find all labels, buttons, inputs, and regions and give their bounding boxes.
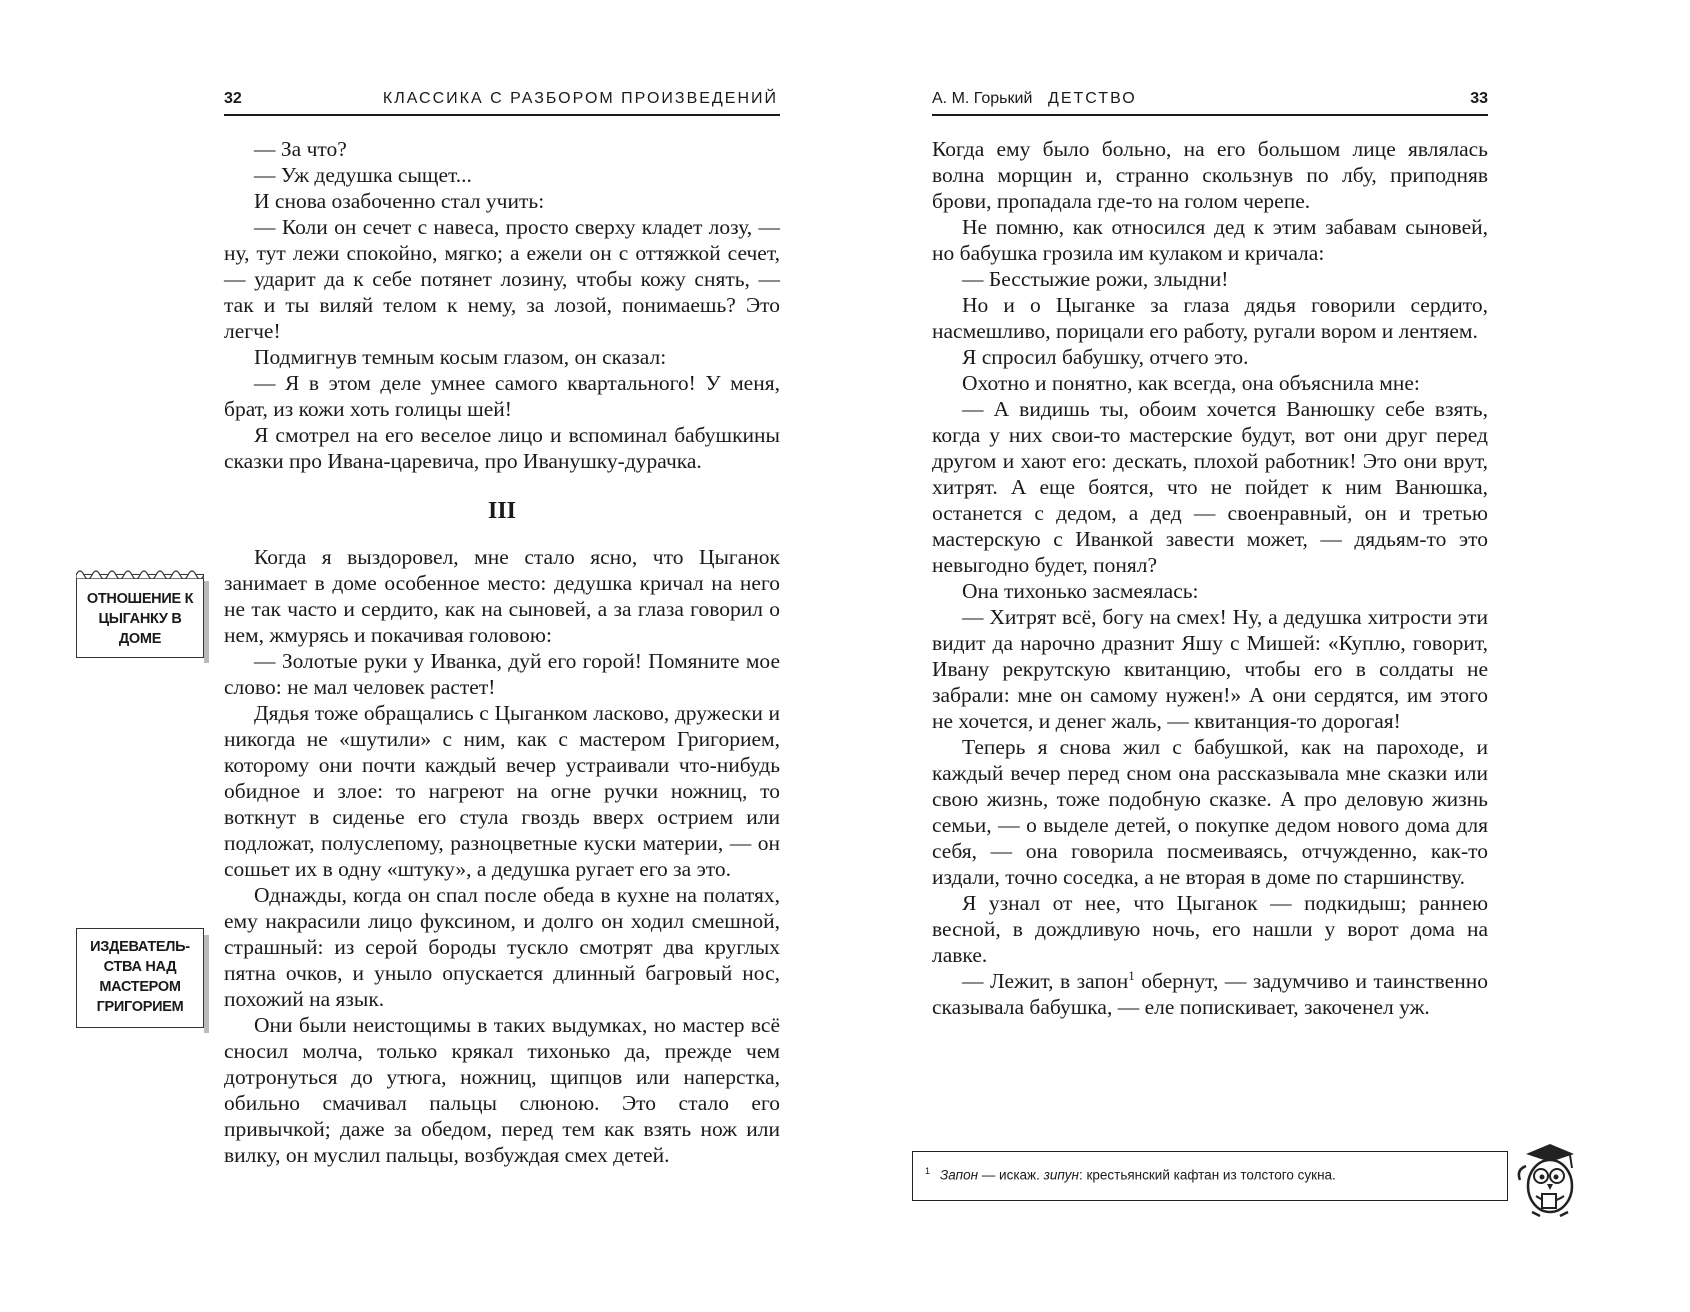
paragraph: — Хитрят всё, богу на смех! Ну, а дедушка хитрости эти видит да нарочно дразнит Яшу с Мишей: «Куплю, говорит, Ивану рекрутскую квитанцию, чтобы его в солдаты не забрали: мне он самому нужен!» А они сердятся, им этого не хочется, и денег жаль, — квитанция-то дорогая! [932,605,1488,733]
paragraph: И снова озабоченно стал учить: [254,189,545,213]
torn-edge-decoration [76,567,204,579]
left-running-head [224,88,780,116]
paragraph: Подмигнув темным косым глазом, он сказал: [254,345,667,369]
paragraph: Но и о Цыганке за глаза дядья говорили сердито, насмешливо, порицали его работу, ругали вором и лентяем. [932,293,1488,343]
paragraph: Когда ему было больно, на его большом лице являлась волна морщин и, странно скользнув по лбу, приподняв брови, пропадала где-то на голом черепе. [932,137,1488,213]
paragraph-with-footnote [932,968,1488,1020]
footnote-variant: зипун [1043,1167,1079,1183]
sidenote-mockery [76,928,204,1028]
paragraph: — Золотые руки у Иванка, дуй его горой! Помяните мое слово: не мал человек растет! [224,649,780,699]
text-segment: — Лежит, в запон [962,969,1129,993]
paragraph: — Коли он сечет с навеса, просто сверху кладет лозу, — ну, тут лежи спокойно, мягко; а ежели он с оттяжкой сечет, — ударит да к себе потянет лозину, чтобы кожу снять, — так и ты виляй телом к нему, за лозой, понимаешь? Это легче! [224,215,780,343]
right-running-head [932,88,1488,116]
paragraph: Дядья тоже обращались с Цыганком ласково, дружески и никогда не «шутили» с ним, как с мастером Григорием, которому они почти каждый вечер устраивали что-нибудь обидное и злое: то нагреют на огне ручки ножниц, то воткнут в сиденье его стула гвоздь вверх острием или подложат, полуслепому, разноцветные куски материи, — он сошьет их в одну «штуку», а дедушка ругает его за это. [224,701,780,881]
sidenote-shadow [204,935,209,1033]
owl-mascot-icon [1512,1140,1584,1218]
paragraph: Когда я выздоровел, мне стало ясно, что Цыганок занимает в доме особенное место: дедушка кричал на него не так часто и сердито, как на сыновей, а за глаза говорил о нем, жмурясь и покачивая головою: [224,545,780,647]
paragraph: Они были неистощимы в таких выдумках, но мастер всё сносил молча, только крякал тихонько да, прежде чем дотронуться до утюга, ножниц, щипцов или наперстка, обильно смачивал пальцы слюною. Это стало его привычкой; даже за обедом, перед тем как взять нож или вилку, он муслил пальцы, возбуждая смех детей. [224,1013,780,1167]
paragraph: — Я в этом деле умнее самого квартального! У меня, брат, из кожи хоть голицы шей! [224,371,780,421]
paragraph: — За что? [254,137,347,161]
footnote-dash: — искаж. [978,1167,1044,1183]
paragraph: Охотно и понятно, как всегда, она объяснила мне: [962,371,1420,395]
page-number-right: 33 [1470,90,1488,107]
paragraph: Я спросил бабушку, отчего это. [962,345,1249,369]
paragraph: — Бесстыжие рожи, злыдни! [962,267,1229,291]
chapter-heading: III [487,498,517,524]
paragraph: Не помню, как относился дед к этим забавам сыновей, но бабушка грозила им кулаком и кричала: [932,215,1488,265]
paragraph: Однажды, когда он спал после обеда в кухне на полатях, ему накрасили лицо фуксином, и долго он ходил смешной, страшный: из серой бороды тускло смотрят два круглых пятна очков, и уныло опускается длинный багровый нос, похожий на язык. [224,883,780,1011]
sidenote-label: ОТНОШЕНИЕ К ЦЫГАНКУ В ДОМЕ [86,591,194,647]
text-segment: обернут, — задумчиво и таинственно сказывала бабушка, — еле попискивает, закоченел уж. [932,969,1488,1019]
footnote-term: Запон [940,1167,979,1183]
series-title: КЛАССИКА С РАЗБОРОМ ПРОИЗВЕДЕНИЙ [382,90,778,107]
page-number-left: 32 [224,90,242,107]
sidenote-label: ИЗДЕВАТЕЛЬ-СТВА НАД МАСТЕРОМ ГРИГОРИЕМ [90,939,190,1015]
author-name: А. М. Горький [932,90,1033,107]
paragraph: — Уж дедушка сыщет... [254,163,472,187]
footnote-reference[interactable]: 1 [1128,967,1135,983]
paragraph: Теперь я снова жил с бабушкой, как на пароходе, и каждый вечер перед сном она рассказывала мне сказки или свою жизнь, тоже подобную сказке. А про деловую жизнь семьи, — о выделе детей, о покупке дедом нового дома для себя, — она говорила посмеиваясь, отчужденно, как-то издали, точно соседка, а не вторая в доме по старшинству. [932,735,1488,889]
paragraph: Я смотрел на его веселое лицо и вспоминал бабушкины сказки про Ивана-царевича, про Иванушку-дурачка. [224,423,780,473]
footnote-definition: : крестьянский кафтан из толстого сукна. [1078,1167,1336,1183]
paragraph: Я узнал от нее, что Цыганок — подкидыш; раннею весной, в дождливую ночь, его нашли у ворот дома на лавке. [932,891,1488,967]
sidenote-shadow [204,581,209,663]
footnote-mark: 1 [925,1166,931,1176]
paragraph: Она тихонько засмеялась: [962,579,1199,603]
book-title: ДЕТСТВО [1048,90,1137,107]
sidenote-attitude [76,574,204,658]
right-body-text [932,136,1488,1020]
paragraph: — А видишь ты, обоим хочется Ванюшку себе взять, когда у них свои-то мастерские будут, вот они друг перед другом и хают его: дескать, плохой работник! Это они врут, хитрят. А еще боятся, что не пойдет к ним Ванюшка, останется с дедом, а дед — своенравный, он и третью мастерскую с Иванкой завести может, — дядьям-то это невыгодно будет, понял? [932,397,1488,577]
left-body-text [224,136,780,1168]
footnote [912,1151,1508,1201]
